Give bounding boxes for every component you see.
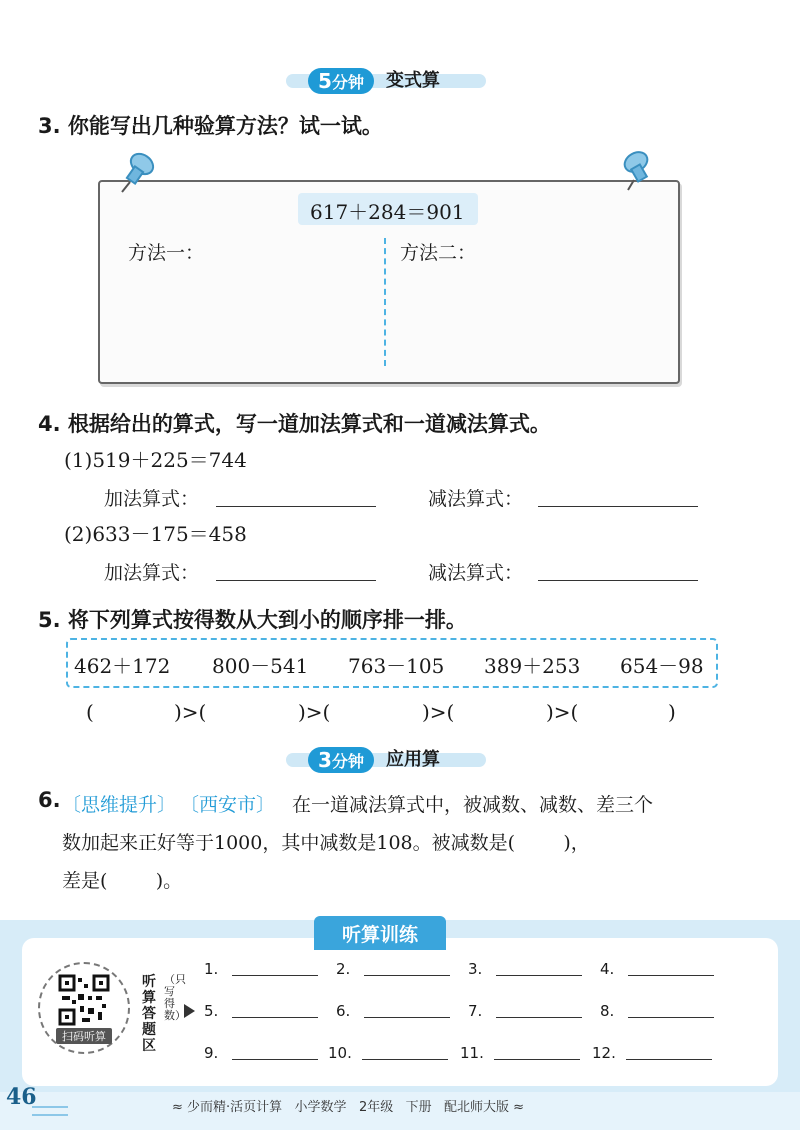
answer-number: 8. <box>600 1002 615 1020</box>
page-number: 46 <box>6 1084 37 1110</box>
method-2-label: 方法二： <box>400 242 477 264</box>
answer-slot[interactable] <box>460 1044 588 1062</box>
sub-label-2: 减法算式： <box>428 562 524 584</box>
expression-item: 462＋172 <box>74 654 171 678</box>
banner-title: 应用算 <box>386 749 440 770</box>
answer-number: 7. <box>468 1002 483 1020</box>
section-banner-3min <box>286 745 486 775</box>
order-bracket: )>( <box>174 700 207 724</box>
qr-icon <box>58 974 110 1026</box>
answer-number: 11. <box>460 1044 484 1062</box>
time-pill <box>308 68 374 94</box>
answer-number: 6. <box>336 1002 351 1020</box>
answer-slot[interactable] <box>336 1002 456 1020</box>
answer-number: 10. <box>328 1044 352 1062</box>
answer-number: 3. <box>468 960 483 978</box>
add-label-1: 加法算式： <box>104 488 200 510</box>
order-bracket: )>( <box>298 700 331 724</box>
answer-blank[interactable] <box>216 506 376 507</box>
time-unit: 分钟 <box>331 73 364 92</box>
order-bracket: ) <box>668 700 676 724</box>
q6-line-2: 数加起来正好等于1000，其中减数是108。被减数是( )， <box>62 832 590 854</box>
answer-slot[interactable] <box>592 1044 720 1062</box>
answer-number: 12. <box>592 1044 616 1062</box>
question-6-number: 6. <box>38 788 61 812</box>
answer-number: 2. <box>336 960 351 978</box>
answer-slot[interactable] <box>204 960 324 978</box>
add-label-2: 加法算式： <box>104 562 200 584</box>
answer-blank[interactable] <box>538 580 698 581</box>
answer-slot[interactable] <box>328 1044 456 1062</box>
tag-thinking: 〔思维提升〕 <box>62 794 177 816</box>
answer-slot[interactable] <box>204 1002 324 1020</box>
answer-slot[interactable] <box>204 1044 324 1062</box>
answer-slot[interactable] <box>600 1002 720 1020</box>
tag-city: 〔西安市〕 <box>180 794 276 816</box>
answer-slot[interactable] <box>600 960 720 978</box>
time-number: 5 <box>318 69 332 93</box>
answer-slot[interactable] <box>336 960 456 978</box>
order-bracket: )>( <box>546 700 579 724</box>
footer-text: ≈ 少而精·活页计算 小学数学 2年级 下册 配北师大版 ≈ <box>172 1100 525 1115</box>
expression-item: 389＋253 <box>484 654 581 678</box>
banner-title: 变式算 <box>386 70 440 91</box>
expression-item: 763－105 <box>348 654 445 678</box>
answer-number: 4. <box>600 960 615 978</box>
time-pill <box>308 747 374 773</box>
pushpin-icon <box>112 148 162 198</box>
answer-area-label: 听算答题区 <box>142 974 156 1054</box>
time-number: 3 <box>318 748 332 772</box>
question-3-title: 3. 你能写出几种验算方法？试一试。 <box>38 114 383 138</box>
footer-waves <box>32 1106 68 1116</box>
answer-area-note: （只写得数） <box>164 973 186 1022</box>
answer-number: 5. <box>204 1002 219 1020</box>
qr-code[interactable] <box>38 962 130 1054</box>
answer-slot[interactable] <box>468 960 588 978</box>
question-4-title: 4. 根据给出的算式，写一道加法算式和一道减法算式。 <box>38 412 551 436</box>
question-5-title: 5. 将下列算式按得数从大到小的顺序排一排。 <box>38 608 467 632</box>
equation-text: 617＋284＝901 <box>310 200 465 224</box>
answer-number: 9. <box>204 1044 219 1062</box>
scan-label: 扫码听算 <box>56 1028 112 1044</box>
time-unit: 分钟 <box>331 752 364 771</box>
triangle-icon <box>184 1004 195 1018</box>
answer-blank[interactable] <box>216 580 376 581</box>
q4-part-2: (2)633－175＝458 <box>64 522 247 546</box>
q6-line-1: 在一道减法算式中，被减数、减数、差三个 <box>292 794 654 816</box>
method-1-label: 方法一： <box>128 242 205 264</box>
q4-part-1: (1)519＋225＝744 <box>64 448 247 472</box>
section-banner-5min <box>286 66 486 96</box>
center-dash <box>384 238 386 366</box>
q6-line-3: 差是( )。 <box>62 870 183 892</box>
order-bracket: ( <box>86 700 94 724</box>
answer-blank[interactable] <box>538 506 698 507</box>
sub-label-1: 减法算式： <box>428 488 524 510</box>
listening-title: 听算训练 <box>341 924 418 946</box>
answer-slot[interactable] <box>468 1002 588 1020</box>
order-bracket: )>( <box>422 700 455 724</box>
answer-number: 1. <box>204 960 219 978</box>
expression-item: 800－541 <box>212 654 309 678</box>
expression-item: 654－98 <box>620 654 704 678</box>
pushpin-icon <box>614 148 664 198</box>
